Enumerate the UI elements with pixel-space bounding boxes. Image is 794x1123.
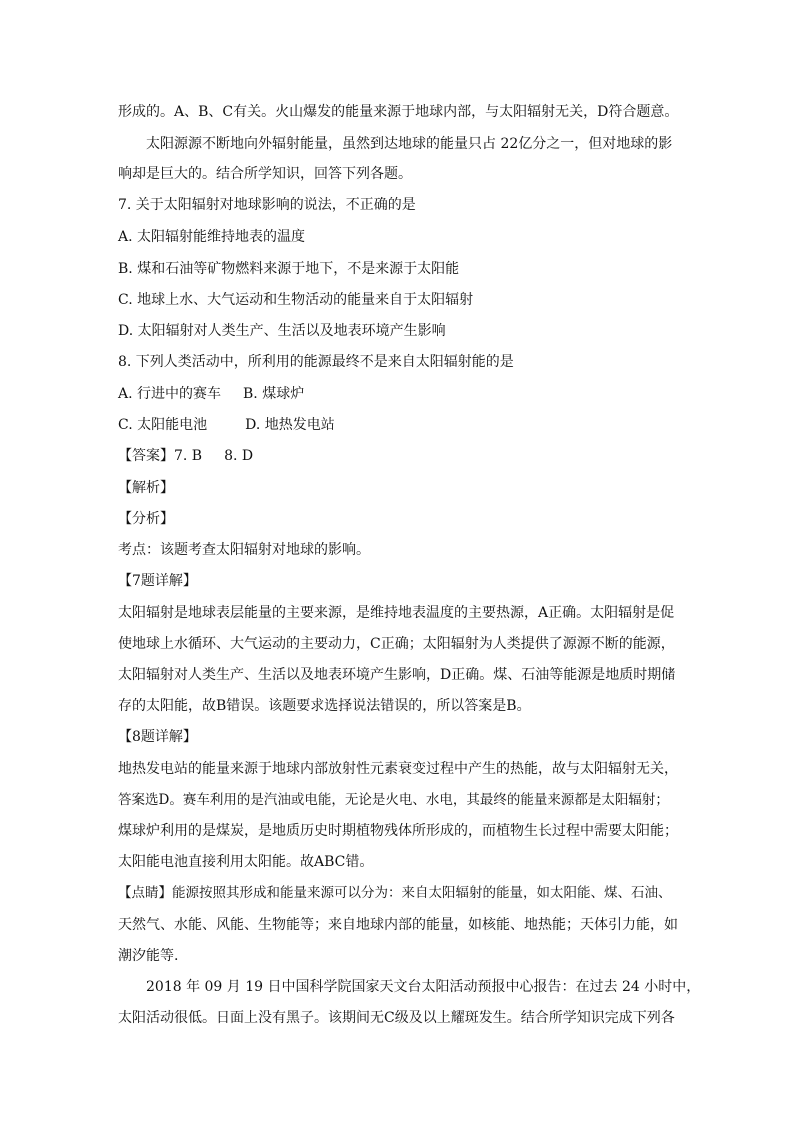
text-line: 太阳能电池直接利用太阳能。故ABC错。 [118, 854, 374, 870]
text-line: 煤球炉利用的是煤炭，是地质历史时期植物残体所形成的，而植物生长过程中需要太阳能； [118, 823, 678, 839]
text-line: 考点：该题考查太阳辐射对地球的影响。 [118, 542, 370, 558]
answer-q8: 8. D [224, 448, 254, 464]
text-line: 太阳源源不断地向外辐射能量，虽然到达地球的能量只占 22亿分之一，但对地球的影 [146, 136, 673, 152]
text-line: 【点睛】能源按照其形成和能量来源可以分为：来自太阳辐射的能量，如太阳能、煤、石油、 [118, 885, 672, 901]
option-line: D. 太阳辐射对人类生产、生活以及地表环境产生影响 [118, 323, 446, 339]
text-line: 答案选D。赛车利用的是汽油或电能，无论是火电、水电，其最终的能量来源都是太阳辐射； [118, 792, 669, 808]
text-line: 太阳活动很低。日面上没有黑子。该期间无C级及以上耀斑发生。结合所学知识完成下列各 [118, 1010, 675, 1026]
text-line: 地热发电站的能量来源于地球内部放射性元素衰变过程中产生的热能，故与太阳辐射无关， [118, 761, 678, 777]
text-line: 潮汐能等. [118, 948, 179, 964]
option-c: C. 太阳能电池 [118, 417, 208, 433]
options-row [118, 384, 678, 404]
option-b: B. 煤球炉 [243, 386, 305, 402]
section-heading: 【分析】 [118, 511, 174, 527]
answer-q7: 7. B [174, 448, 203, 464]
question-8: 8. 下列人类活动中，所利用的能源最终不是来自太阳辐射能的是 [118, 354, 514, 370]
option-line: B. 煤和石油等矿物燃料来源于地下，不是来源于太阳能 [118, 261, 460, 277]
section-heading: 【解析】 [118, 480, 174, 496]
text-line: 响却是巨大的。结合所学知识，回答下列各题。 [118, 166, 412, 182]
options-row [118, 415, 678, 435]
text-line: 太阳辐射是地球表层能量的主要来源，是维持地表温度的主要热源，A正确。太阳辐射是促 [118, 605, 675, 621]
section-heading: 【8题详解】 [118, 729, 197, 745]
answer-line [118, 446, 678, 466]
text-line: 太阳辐射对人类生产、生活以及地表环境产生影响，D正确。煤、石油等能源是地质时期储 [118, 667, 676, 683]
text-line: 2018 年 09 月 19 日中国科学院国家天文台太阳活动预报中心报告：在过去 24 小时中， [146, 979, 701, 995]
text-line: 存的太阳能，故B错误。该题要求选择说法错误的，所以答案是B。 [118, 698, 531, 714]
text-line: 形成的。A、B、C有关。火山爆发的能量来源于地球内部，与太阳辐射无关，D符合题意。 [118, 104, 679, 120]
section-heading: 【7题详解】 [118, 573, 197, 589]
answer-label: 【答案】 [118, 448, 174, 464]
text-line: 使地球上水循环、大气运动的主要动力，C正确；太阳辐射为人类提供了源源不断的能源， [118, 636, 675, 652]
text-line: 天然气、水能、风能、生物能等；来自地球内部的能量，如核能、地热能；天体引力能，如 [118, 917, 678, 933]
option-d: D. 地热发电站 [245, 417, 335, 433]
question-7: 7. 关于太阳辐射对地球影响的说法，不正确的是 [118, 197, 416, 213]
option-line: A. 太阳辐射能维持地表的温度 [118, 229, 306, 245]
option-line: C. 地球上水、大气运动和生物活动的能量来自于太阳辐射 [118, 292, 474, 308]
option-a: A. 行进中的赛车 [118, 386, 222, 402]
